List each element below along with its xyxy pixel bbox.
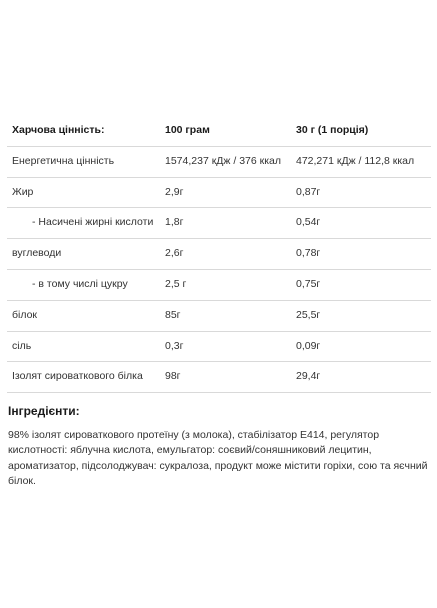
nutrition-row-fat (7, 178, 431, 209)
nutrition-row-per-serving: 0,54г (296, 216, 321, 229)
nutrition-table (7, 116, 431, 393)
nutrition-header-per-serving: 30 г (1 порція) (296, 124, 369, 136)
nutrition-row-per-serving: 25,5г (296, 308, 321, 321)
nutrition-row-sugars (7, 270, 431, 301)
nutrition-row-saturated-fat (7, 208, 431, 239)
nutrition-row-per100: 2,9г (165, 185, 184, 198)
nutrition-row-label: - в тому числі цукру (32, 277, 128, 290)
nutrition-row-label: білок (12, 308, 38, 321)
nutrition-row-per-serving: 0,87г (296, 185, 321, 198)
nutrition-row-label: Жир (12, 185, 34, 198)
nutrition-row-protein (7, 301, 431, 332)
nutrition-header-row (7, 116, 431, 147)
nutrition-header-per100: 100 грам (165, 124, 210, 136)
ingredients-heading: Інгредієнти: (8, 404, 80, 418)
nutrition-row-per100: 2,5 г (165, 277, 187, 290)
nutrition-row-label: сіль (12, 339, 32, 352)
nutrition-row-per100: 98г (165, 370, 181, 383)
nutrition-row-per100: 2,6г (165, 247, 184, 260)
nutrition-row-per-serving: 0,75г (296, 277, 321, 290)
nutrition-row-salt (7, 332, 431, 363)
nutrition-row-per100: 0,3г (165, 339, 184, 352)
nutrition-row-energy (7, 147, 431, 178)
nutrition-row-per-serving: 0,09г (296, 339, 321, 352)
nutrition-row-label: вуглеводи (12, 247, 62, 260)
nutrition-row-whey-isolate (7, 362, 431, 393)
nutrition-row-label: Ізолят сироваткового білка (12, 370, 143, 383)
nutrition-row-label: Енергетична цінність (12, 154, 115, 167)
nutrition-row-per-serving: 29,4г (296, 370, 321, 383)
ingredients-text: 98% ізолят сироваткового протеїну (з молока), стабілізатор E414, регулятор кислотності: яблучна кислота, емульгатор: соєвий/соняшниковий лецитин, ароматизатор, підсолоджувач: сукралоза, продукт може містити горіхи, сою та яєчний білок. (8, 429, 428, 487)
nutrition-row-label: - Насичені жирні кислоти (32, 216, 154, 229)
nutrition-row-per-serving: 472,271 кДж / 112,8 ккал (296, 154, 415, 167)
nutrition-row-per100: 1,8г (165, 216, 184, 229)
nutrition-row-per100: 85г (165, 308, 181, 321)
nutrition-row-per100: 1574,237 кДж / 376 ккал (165, 154, 282, 167)
nutrition-row-carbohydrates (7, 239, 431, 270)
nutrition-header-label: Харчова цінність: (12, 124, 105, 136)
nutrition-row-per-serving: 0,78г (296, 247, 321, 260)
